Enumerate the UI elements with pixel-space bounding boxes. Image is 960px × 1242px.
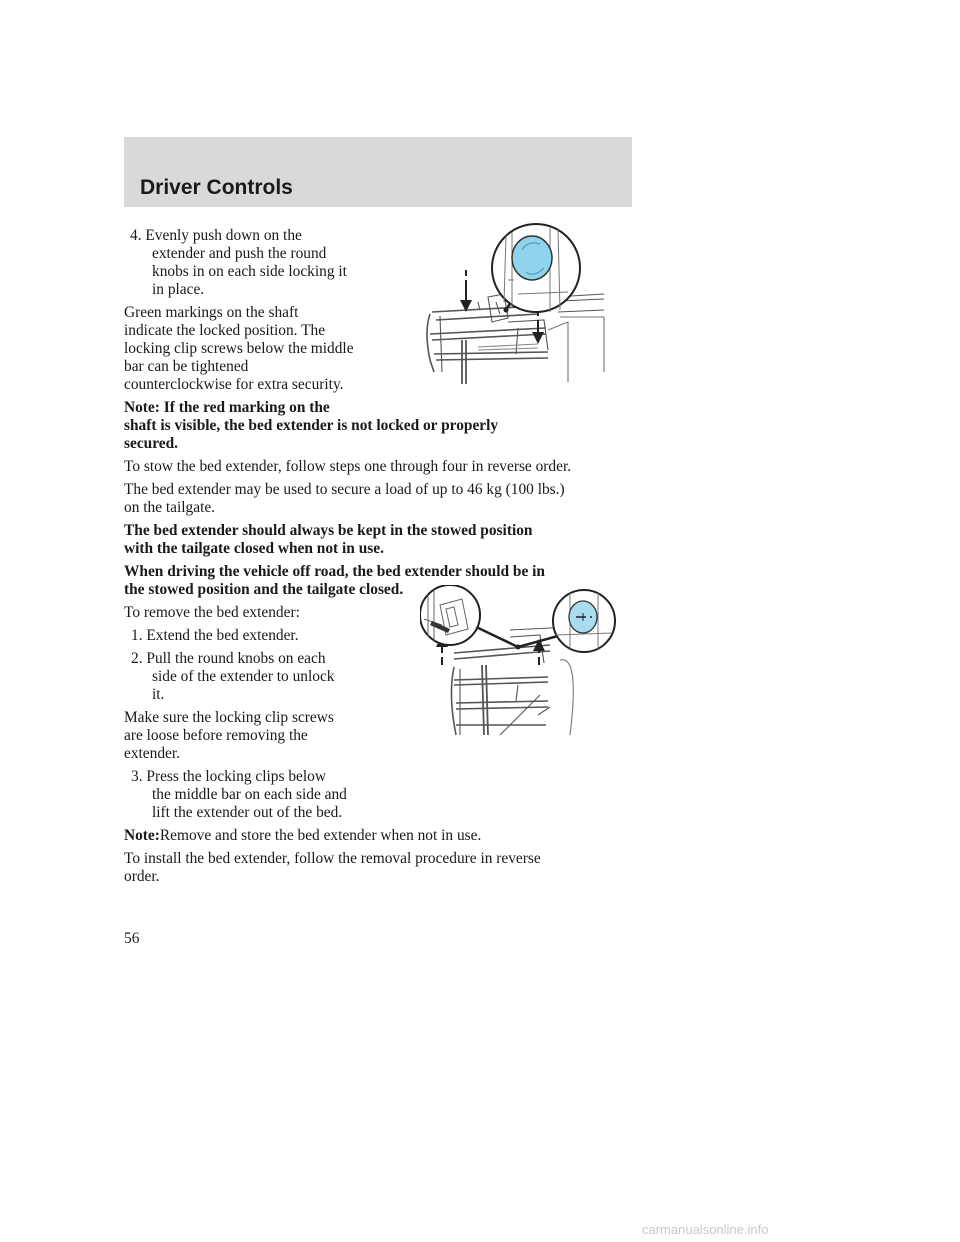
green-markings-line-4: bar can be tightened: [124, 358, 249, 375]
step-4-line-4: in place.: [152, 281, 205, 298]
stow-instruction: To stow the bed extender, follow steps one through four in reverse order.: [124, 458, 572, 475]
note-red-line-1: Note: If the red marking on the: [124, 399, 330, 416]
step-3: [131, 768, 326, 786]
green-markings-line-5: counterclockwise for extra security.: [124, 376, 344, 393]
warning-offroad-line-2: the stowed position and the tailgate closed.: [124, 581, 404, 598]
green-markings-line-2: indicate the locked position. The: [124, 322, 326, 339]
step-4-line-2: extender and push the round: [152, 245, 327, 262]
header-bar: [124, 137, 632, 207]
remove-intro: To remove the bed extender:: [124, 604, 300, 621]
step-text-line: Press the locking clips below: [146, 768, 326, 785]
note-text: Remove and store the bed extender when not in use.: [159, 827, 482, 844]
step-number: 3.: [131, 768, 143, 785]
note-red-line-3: secured.: [124, 435, 179, 452]
step-4: [130, 227, 302, 245]
step-4-line-3: knobs in on each side locking it: [152, 263, 347, 280]
step-2-line-2: side of the extender to unlock: [152, 668, 335, 685]
step-number: 1.: [131, 627, 143, 644]
loose-line-1: Make sure the locking clip screws: [124, 709, 334, 726]
load-line-2: on the tailgate.: [124, 499, 216, 516]
loose-line-3: extender.: [124, 745, 180, 762]
install-line-2: order.: [124, 868, 160, 885]
illustration-lock-extender: [418, 222, 608, 387]
step-text-line: Pull the round knobs on each: [146, 650, 326, 667]
step-3-line-2: the middle bar on each side and: [152, 786, 347, 803]
section-title: Driver Controls: [140, 176, 293, 199]
watermark: carmanualsonline.info: [642, 1222, 769, 1237]
loose-line-2: are loose before removing the: [124, 727, 308, 744]
note-label: Note:: [124, 827, 160, 844]
note-red-line-2: shaft is visible, the bed extender is not locked or properly: [124, 417, 499, 434]
green-markings-line-3: locking clip screws below the middle: [124, 340, 354, 357]
step-3-line-3: lift the extender out of the bed.: [152, 804, 343, 821]
step-number: 4.: [130, 227, 142, 244]
load-line-1: The bed extender may be used to secure a load of up to 46 kg (100 lbs.): [124, 481, 565, 498]
step-1: [131, 627, 299, 645]
illustration-remove-extender: [420, 585, 620, 745]
install-line-1: To install the bed extender, follow the removal procedure in reverse: [124, 850, 541, 867]
step-text: Extend the bed extender.: [146, 627, 299, 644]
note-remove: [124, 827, 481, 845]
warning-stowed-line-2: with the tailgate closed when not in use.: [124, 540, 384, 557]
step-2-line-3: it.: [152, 686, 165, 703]
page-number: 56: [124, 930, 140, 947]
warning-offroad-line-1: When driving the vehicle off road, the bed extender should be in: [124, 563, 545, 580]
step-text-line: Evenly push down on the: [145, 227, 302, 244]
green-markings-line-1: Green markings on the shaft: [124, 304, 299, 321]
warning-stowed-line-1: The bed extender should always be kept in the stowed position: [124, 522, 533, 539]
step-number: 2.: [131, 650, 143, 667]
step-2: [131, 650, 326, 668]
